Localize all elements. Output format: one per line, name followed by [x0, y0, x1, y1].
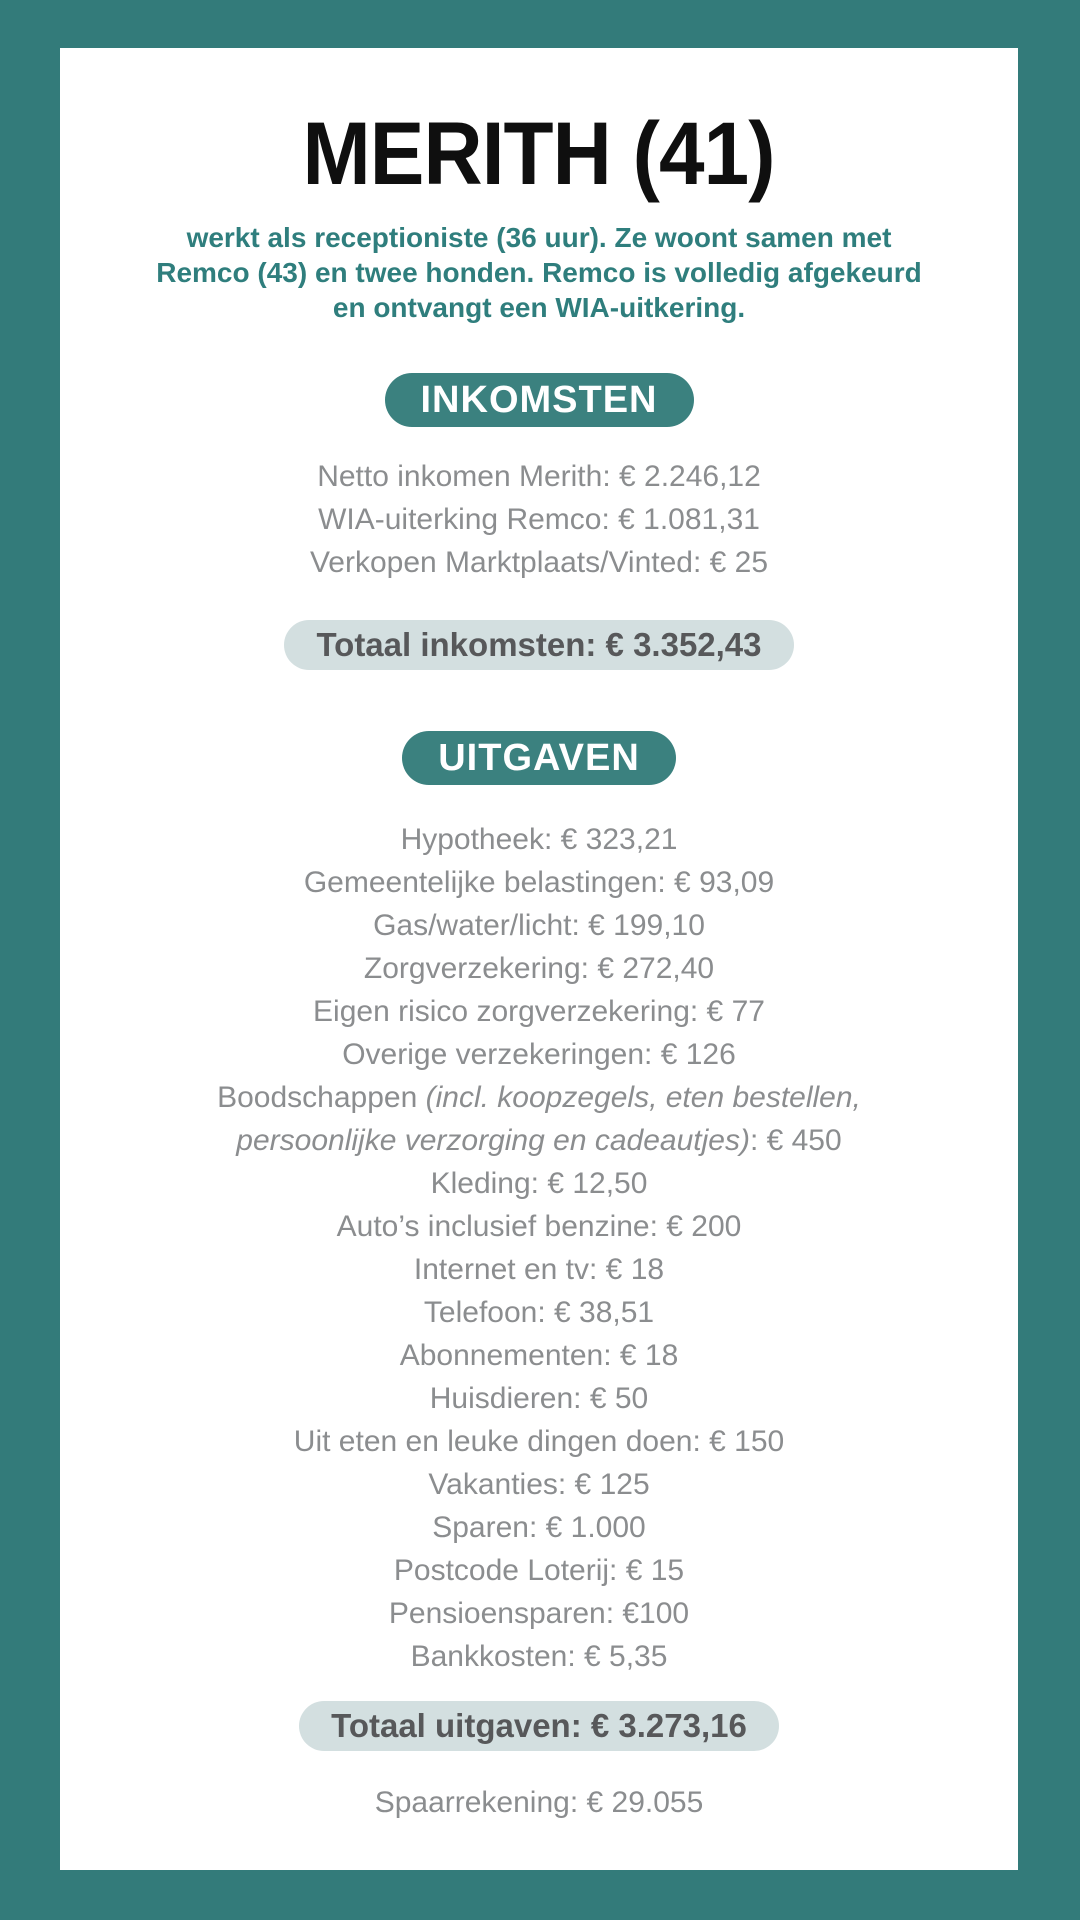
expense-item-kleding: Kleding: € 12,50 [430, 1167, 648, 1200]
income-section-badge: INKOMSTEN [385, 373, 694, 427]
expense-item-eigen-risico: Eigen risico zorgverzekering: € 77 [313, 995, 765, 1028]
expense-item-overige-verzekeringen: Overige verzekeringen: € 126 [342, 1038, 736, 1071]
expense-item-vakanties: Vakanties: € 125 [428, 1468, 650, 1501]
income-item-verkopen: Verkopen Marktplaats/Vinted: € 25 [309, 546, 769, 579]
expense-item-abonnementen: Abonnementen: € 18 [399, 1339, 679, 1372]
expense-item-sparen: Sparen: € 1.000 [432, 1511, 646, 1544]
boodschappen-prefix: Boodschappen [217, 1081, 426, 1114]
income-item-wia-uitkering: WIA-uiterking Remco: € 1.081,31 [318, 503, 760, 536]
expense-item-gas-water-licht: Gas/water/licht: € 199,10 [373, 909, 705, 942]
expense-list [99, 818, 979, 1678]
person-description: werkt als receptioniste (36 uur). Ze woont samen met Remco (43) en twee honden. Remco is volledig afgekeurd en ontvangt een WIA-uitkering. [156, 222, 922, 323]
expense-item-boodschappen [144, 1076, 934, 1162]
expense-item-huisdieren: Huisdieren: € 50 [429, 1382, 649, 1415]
expense-item-telefoon: Telefoon: € 38,51 [423, 1296, 655, 1329]
income-list [99, 455, 979, 584]
expense-item-autos-benzine: Auto’s inclusief benzine: € 200 [336, 1210, 742, 1243]
expense-item-hypotheek: Hypotheek: € 323,21 [400, 823, 678, 856]
boodschappen-amount: : € 450 [749, 1124, 842, 1157]
expense-item-pensioensparen: Pensioensparen: €100 [388, 1597, 690, 1630]
savings-account-line: Spaarrekening: € 29.055 [374, 1786, 704, 1819]
expense-item-bankkosten: Bankkosten: € 5,35 [410, 1640, 668, 1673]
income-item-netto-inkomen: Netto inkomen Merith: € 2.246,12 [317, 460, 761, 493]
expenses-section-badge: UITGAVEN [402, 731, 676, 785]
budget-card [60, 48, 1018, 1870]
expense-item-uit-eten: Uit eten en leuke dingen doen: € 150 [293, 1425, 785, 1458]
boodschappen-italic-note: (incl. koopzegels, eten bestellen, persoonlijke verzorging en cadeautjes) [236, 1081, 861, 1157]
expenses-total-pill: Totaal uitgaven: € 3.273,16 [299, 1701, 779, 1751]
page-title: MERITH (41) [302, 103, 776, 203]
expense-item-gemeentelijke-belastingen: Gemeentelijke belastingen: € 93,09 [303, 866, 775, 899]
income-total-pill: Totaal inkomsten: € 3.352,43 [284, 620, 793, 670]
expense-item-zorgverzekering: Zorgverzekering: € 272,40 [363, 952, 715, 985]
expense-item-internet-tv: Internet en tv: € 18 [413, 1253, 665, 1286]
expense-item-postcode-loterij: Postcode Loterij: € 15 [393, 1554, 685, 1587]
